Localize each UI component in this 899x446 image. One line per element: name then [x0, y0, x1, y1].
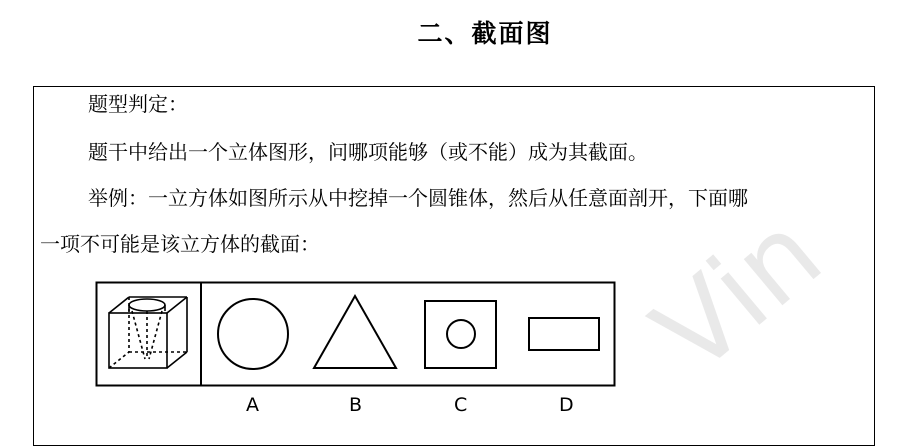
option-c-label: C — [454, 394, 468, 416]
option-b-label: B — [349, 394, 363, 416]
option-c-square-circle-icon — [425, 301, 496, 368]
option-d-label: D — [559, 394, 574, 416]
option-d-rectangle-icon — [529, 318, 599, 350]
option-b-triangle-icon — [314, 296, 396, 368]
example-text-line2: 一项不可能是该立方体的截面： — [40, 232, 320, 256]
watermark: Vin — [630, 188, 845, 399]
cross-section-figure — [95, 281, 617, 389]
option-a-label: A — [246, 394, 259, 416]
cube-with-cone-icon — [109, 297, 187, 368]
example-text-line1: 举例：一立方体如图所示从中挖掉一个圆锥体，然后从任意面剖开，下面哪 — [88, 186, 748, 210]
question-type-description: 题干中给出一个立体图形，问哪项能够（或不能）成为其截面。 — [88, 140, 648, 164]
option-a-circle-icon — [218, 299, 288, 369]
question-type-heading: 题型判定： — [88, 92, 188, 116]
section-title: 二、截面图 — [417, 19, 553, 48]
